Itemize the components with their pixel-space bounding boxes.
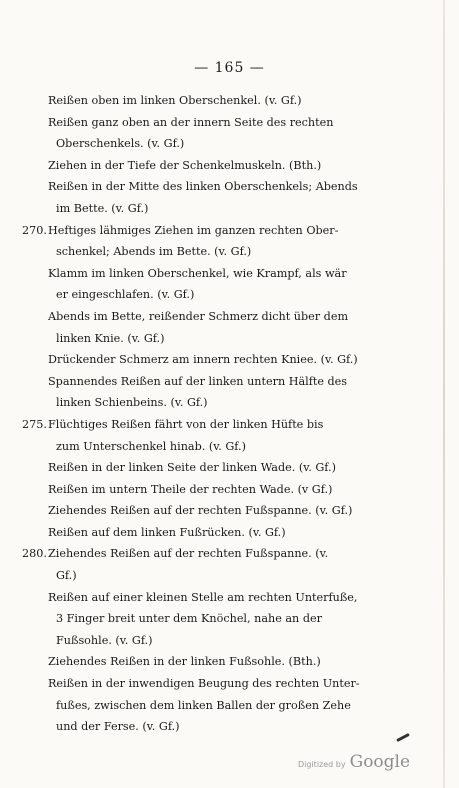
entry-line: Drückender Schmerz am innern rechten Kniee. (v. Gf.) — [48, 353, 358, 367]
symptom-entry — [22, 651, 432, 673]
entry-line: Gf.) — [56, 569, 77, 583]
symptom-entry — [22, 112, 432, 155]
digitized-label: Digitized by — [298, 760, 346, 769]
entry-line: Reißen in der inwendigen Beugung des rechten Unter- — [48, 677, 360, 691]
entry-line: linken Schienbeins. (v. Gf.) — [56, 396, 208, 410]
entry-line: Reißen oben im linken Oberschenkel. (v. Gf.) — [48, 94, 302, 107]
symptom-entry — [22, 457, 432, 479]
symptom-entry — [22, 414, 432, 457]
entry-line: Reißen ganz oben an der innern Seite des rechten — [48, 115, 334, 129]
symptom-entry — [22, 306, 432, 349]
entry-line: Ziehendes Reißen in der linken Fußsohle. (Bth.) — [48, 655, 321, 669]
entry-line: Fußsohle. (v. Gf.) — [56, 633, 153, 647]
entry-line: Reißen in der linken Seite der linken Wade. (v. Gf.) — [48, 461, 336, 475]
entry-line: linken Knie. (v. Gf.) — [56, 331, 165, 345]
entry-number: 280. — [22, 547, 47, 561]
entry-line: im Bette. (v. Gf.) — [56, 201, 149, 215]
symptom-entry — [22, 587, 432, 652]
entry-line: Reißen auf dem linken Fußrücken. (v. Gf.) — [48, 525, 286, 539]
entry-line: Ziehendes Reißen auf der rechten Fußspanne. (v. Gf.) — [48, 504, 353, 518]
symptom-entry — [22, 500, 432, 522]
entry-line: Spannendes Reißen auf der linken untern Hälfte des — [48, 374, 348, 388]
entry-line: Reißen in der Mitte des linken Oberschenkels; Abends — [48, 180, 358, 194]
entry-line: Flüchtiges Reißen fährt von der linken Hüfte bis — [48, 417, 324, 431]
google-logo-text: Google — [349, 752, 411, 772]
symptom-entry — [22, 220, 432, 263]
entry-line: Heftiges lähmiges Ziehen im ganzen rechten Ober- — [48, 223, 339, 237]
entry-number: 270. — [22, 223, 47, 237]
entry-line: Ziehendes Reißen auf der rechten Fußspanne. (v. — [48, 547, 329, 561]
entry-line: zum Unterschenkel hinab. (v. Gf.) — [56, 439, 246, 453]
entry-line: schenkel; Abends im Bette. (v. Gf.) — [56, 245, 252, 259]
symptom-entry — [22, 90, 432, 112]
symptom-entry — [22, 522, 432, 544]
entry-line: Reißen im untern Theile der rechten Wade. (v Gf.) — [48, 482, 333, 496]
symptom-entry — [22, 479, 432, 501]
entry-line: Oberschenkels. (v. Gf.) — [56, 137, 185, 151]
entry-line: Abends im Bette, reißender Schmerz dicht über dem — [48, 309, 349, 323]
symptom-entry — [22, 673, 432, 738]
body-text — [22, 90, 432, 738]
entry-line: 3 Finger breit unter dem Knöchel, nahe an der — [56, 612, 322, 626]
page-number: — 165 — — [194, 60, 265, 76]
entry-line: und der Ferse. (v. Gf.) — [56, 720, 180, 734]
symptom-entry — [22, 263, 432, 306]
entry-line: Klamm im linken Oberschenkel, wie Krampf, als wär — [48, 266, 347, 280]
entry-number: 275. — [22, 417, 47, 431]
symptom-entry — [22, 155, 432, 177]
entry-line: fußes, zwischen dem linken Ballen der großen Zehe — [56, 698, 351, 712]
symptom-entry — [22, 349, 432, 371]
symptom-entry — [22, 371, 432, 414]
symptom-entry — [22, 543, 432, 586]
entry-line: er eingeschlafen. (v. Gf.) — [56, 288, 195, 302]
entry-line: Reißen auf einer kleinen Stelle am rechten Unterfuße, — [48, 590, 358, 604]
entry-line: Ziehen in der Tiefe der Schenkelmuskeln. (Bth.) — [48, 158, 322, 172]
page-edge — [443, 0, 445, 788]
symptom-entry — [22, 176, 432, 219]
digitized-watermark — [298, 752, 410, 772]
